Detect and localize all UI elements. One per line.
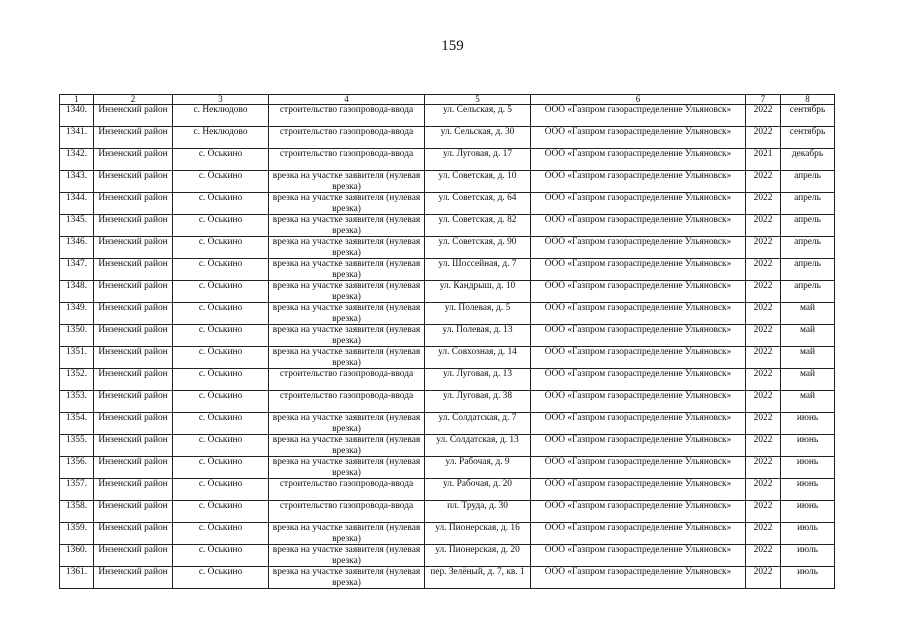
settlement-cell: с. Оськино (173, 545, 269, 567)
settlement-cell: с. Оськино (173, 523, 269, 545)
district-cell: Инзенский район (94, 127, 173, 149)
document-table (59, 94, 835, 589)
settlement-cell: с. Оськино (173, 281, 269, 303)
settlement-cell: с. Оськино (173, 237, 269, 259)
month-cell: апрель (781, 281, 835, 303)
column-header: 5 (425, 95, 531, 105)
organization-cell: ООО «Газпром газораспределение Ульяновск» (531, 193, 746, 215)
column-header: 4 (269, 95, 425, 105)
year-cell: 2022 (746, 391, 781, 413)
district-cell: Инзенский район (94, 435, 173, 457)
settlement-cell: с. Оськино (173, 501, 269, 523)
table-row (60, 215, 835, 237)
table-row (60, 105, 835, 127)
work-type-cell: строительство газопровода-ввода (269, 391, 425, 413)
row-number-cell: 1349. (60, 303, 94, 325)
table-row (60, 413, 835, 435)
district-cell: Инзенский район (94, 347, 173, 369)
work-type-cell: врезка на участке заявителя (нулевая врезка) (269, 567, 425, 589)
table-row (60, 523, 835, 545)
row-number-cell: 1347. (60, 259, 94, 281)
row-number-cell: 1352. (60, 369, 94, 391)
settlement-cell: с. Оськино (173, 369, 269, 391)
address-cell: ул. Сельская, д. 30 (425, 127, 531, 149)
year-cell: 2022 (746, 281, 781, 303)
settlement-cell: с. Оськино (173, 325, 269, 347)
row-number-cell: 1341. (60, 127, 94, 149)
month-cell: апрель (781, 259, 835, 281)
row-number-cell: 1344. (60, 193, 94, 215)
work-type-cell: строительство газопровода-ввода (269, 149, 425, 171)
work-type-cell: врезка на участке заявителя (нулевая врезка) (269, 259, 425, 281)
organization-cell: ООО «Газпром газораспределение Ульяновск» (531, 215, 746, 237)
year-cell: 2022 (746, 127, 781, 149)
table-row (60, 259, 835, 281)
organization-cell: ООО «Газпром газораспределение Ульяновск» (531, 457, 746, 479)
year-cell: 2022 (746, 171, 781, 193)
work-type-cell: строительство газопровода-ввода (269, 479, 425, 501)
organization-cell: ООО «Газпром газораспределение Ульяновск» (531, 127, 746, 149)
month-cell: апрель (781, 193, 835, 215)
settlement-cell: с. Оськино (173, 215, 269, 237)
year-cell: 2021 (746, 149, 781, 171)
settlement-cell: с. Оськино (173, 193, 269, 215)
year-cell: 2022 (746, 303, 781, 325)
organization-cell: ООО «Газпром газораспределение Ульяновск» (531, 567, 746, 589)
organization-cell: ООО «Газпром газораспределение Ульяновск» (531, 237, 746, 259)
month-cell: июль (781, 523, 835, 545)
settlement-cell: с. Неклюдово (173, 127, 269, 149)
settlement-cell: с. Оськино (173, 149, 269, 171)
row-number-cell: 1348. (60, 281, 94, 303)
organization-cell: ООО «Газпром газораспределение Ульяновск» (531, 259, 746, 281)
month-cell: июнь (781, 479, 835, 501)
row-number-cell: 1354. (60, 413, 94, 435)
address-cell: ул. Луговая, д. 17 (425, 149, 531, 171)
row-number-cell: 1342. (60, 149, 94, 171)
address-cell: ул. Советская, д. 90 (425, 237, 531, 259)
row-number-cell: 1359. (60, 523, 94, 545)
organization-cell: ООО «Газпром газораспределение Ульяновск» (531, 171, 746, 193)
address-cell: ул. Рабочая, д. 9 (425, 457, 531, 479)
column-header: 7 (746, 95, 781, 105)
month-cell: июль (781, 567, 835, 589)
year-cell: 2022 (746, 501, 781, 523)
row-number-cell: 1351. (60, 347, 94, 369)
month-cell: июль (781, 545, 835, 567)
district-cell: Инзенский район (94, 237, 173, 259)
work-type-cell: врезка на участке заявителя (нулевая врезка) (269, 325, 425, 347)
organization-cell: ООО «Газпром газораспределение Ульяновск» (531, 413, 746, 435)
column-header: 3 (173, 95, 269, 105)
work-type-cell: строительство газопровода-ввода (269, 369, 425, 391)
address-cell: ул. Луговая, д. 38 (425, 391, 531, 413)
district-cell: Инзенский район (94, 567, 173, 589)
row-number-cell: 1356. (60, 457, 94, 479)
year-cell: 2022 (746, 413, 781, 435)
month-cell: сентябрь (781, 127, 835, 149)
table-row (60, 127, 835, 149)
row-number-cell: 1358. (60, 501, 94, 523)
table-row (60, 501, 835, 523)
table-row (60, 325, 835, 347)
year-cell: 2022 (746, 237, 781, 259)
work-type-cell: врезка на участке заявителя (нулевая врезка) (269, 193, 425, 215)
row-number-cell: 1355. (60, 435, 94, 457)
year-cell: 2022 (746, 523, 781, 545)
month-cell: декабрь (781, 149, 835, 171)
work-type-cell: врезка на участке заявителя (нулевая врезка) (269, 303, 425, 325)
work-type-cell: врезка на участке заявителя (нулевая врезка) (269, 457, 425, 479)
month-cell: май (781, 369, 835, 391)
district-cell: Инзенский район (94, 457, 173, 479)
organization-cell: ООО «Газпром газораспределение Ульяновск» (531, 479, 746, 501)
year-cell: 2022 (746, 325, 781, 347)
table-row (60, 369, 835, 391)
district-cell: Инзенский район (94, 193, 173, 215)
settlement-cell: с. Оськино (173, 435, 269, 457)
month-cell: июнь (781, 435, 835, 457)
settlement-cell: с. Оськино (173, 347, 269, 369)
district-cell: Инзенский район (94, 545, 173, 567)
address-cell: пер. Зелёный, д. 7, кв. 1 (425, 567, 531, 589)
organization-cell: ООО «Газпром газораспределение Ульяновск» (531, 303, 746, 325)
year-cell: 2022 (746, 369, 781, 391)
column-header: 6 (531, 95, 746, 105)
year-cell: 2022 (746, 347, 781, 369)
address-cell: ул. Кандрыш, д. 10 (425, 281, 531, 303)
work-type-cell: врезка на участке заявителя (нулевая врезка) (269, 237, 425, 259)
district-cell: Инзенский район (94, 149, 173, 171)
address-cell: ул. Сельская, д. 5 (425, 105, 531, 127)
table-row (60, 193, 835, 215)
address-cell: ул. Шоссейная, д. 7 (425, 259, 531, 281)
row-number-cell: 1345. (60, 215, 94, 237)
address-cell: ул. Солдатская, д. 7 (425, 413, 531, 435)
settlement-cell: с. Оськино (173, 259, 269, 281)
month-cell: май (781, 347, 835, 369)
district-cell: Инзенский район (94, 325, 173, 347)
month-cell: июнь (781, 457, 835, 479)
address-cell: ул. Совхозная, д. 14 (425, 347, 531, 369)
district-cell: Инзенский район (94, 105, 173, 127)
work-type-cell: врезка на участке заявителя (нулевая врезка) (269, 435, 425, 457)
organization-cell: ООО «Газпром газораспределение Ульяновск» (531, 523, 746, 545)
settlement-cell: с. Оськино (173, 303, 269, 325)
table-row (60, 391, 835, 413)
work-type-cell: строительство газопровода-ввода (269, 501, 425, 523)
address-cell: ул. Советская, д. 82 (425, 215, 531, 237)
row-number-cell: 1360. (60, 545, 94, 567)
district-cell: Инзенский район (94, 479, 173, 501)
work-type-cell: строительство газопровода-ввода (269, 127, 425, 149)
work-type-cell: врезка на участке заявителя (нулевая врезка) (269, 347, 425, 369)
organization-cell: ООО «Газпром газораспределение Ульяновск» (531, 435, 746, 457)
district-cell: Инзенский район (94, 523, 173, 545)
month-cell: июнь (781, 501, 835, 523)
row-number-cell: 1343. (60, 171, 94, 193)
settlement-cell: с. Оськино (173, 171, 269, 193)
table-row (60, 545, 835, 567)
column-header: 8 (781, 95, 835, 105)
table-row (60, 281, 835, 303)
settlement-cell: с. Оськино (173, 413, 269, 435)
row-number-cell: 1361. (60, 567, 94, 589)
year-cell: 2022 (746, 545, 781, 567)
year-cell: 2022 (746, 435, 781, 457)
organization-cell: ООО «Газпром газораспределение Ульяновск» (531, 347, 746, 369)
address-cell: ул. Полевая, д. 13 (425, 325, 531, 347)
organization-cell: ООО «Газпром газораспределение Ульяновск» (531, 149, 746, 171)
work-type-cell: врезка на участке заявителя (нулевая врезка) (269, 523, 425, 545)
settlement-cell: с. Оськино (173, 457, 269, 479)
table-row (60, 435, 835, 457)
table-body (60, 105, 835, 589)
year-cell: 2022 (746, 193, 781, 215)
year-cell: 2022 (746, 105, 781, 127)
work-type-cell: врезка на участке заявителя (нулевая врезка) (269, 171, 425, 193)
table-row (60, 303, 835, 325)
year-cell: 2022 (746, 479, 781, 501)
work-type-cell: врезка на участке заявителя (нулевая врезка) (269, 281, 425, 303)
year-cell: 2022 (746, 457, 781, 479)
organization-cell: ООО «Газпром газораспределение Ульяновск» (531, 281, 746, 303)
district-cell: Инзенский район (94, 391, 173, 413)
district-cell: Инзенский район (94, 259, 173, 281)
address-cell: ул. Советская, д. 64 (425, 193, 531, 215)
row-number-cell: 1350. (60, 325, 94, 347)
address-cell: ул. Солдатская, д. 13 (425, 435, 531, 457)
work-type-cell: врезка на участке заявителя (нулевая врезка) (269, 413, 425, 435)
table-row (60, 457, 835, 479)
table-row (60, 149, 835, 171)
work-type-cell: врезка на участке заявителя (нулевая врезка) (269, 215, 425, 237)
address-cell: ул. Пионерская, д. 16 (425, 523, 531, 545)
table-header-row (60, 95, 835, 105)
settlement-cell: с. Оськино (173, 567, 269, 589)
settlement-cell: с. Неклюдово (173, 105, 269, 127)
row-number-cell: 1346. (60, 237, 94, 259)
year-cell: 2022 (746, 215, 781, 237)
row-number-cell: 1357. (60, 479, 94, 501)
month-cell: сентябрь (781, 105, 835, 127)
address-cell: ул. Полевая, д. 5 (425, 303, 531, 325)
organization-cell: ООО «Газпром газораспределение Ульяновск» (531, 105, 746, 127)
month-cell: май (781, 303, 835, 325)
address-cell: пл. Труда, д. 30 (425, 501, 531, 523)
month-cell: май (781, 391, 835, 413)
organization-cell: ООО «Газпром газораспределение Ульяновск» (531, 391, 746, 413)
district-cell: Инзенский район (94, 171, 173, 193)
work-type-cell: врезка на участке заявителя (нулевая врезка) (269, 545, 425, 567)
address-cell: ул. Луговая, д. 13 (425, 369, 531, 391)
table-row (60, 237, 835, 259)
district-cell: Инзенский район (94, 369, 173, 391)
month-cell: май (781, 325, 835, 347)
table-row (60, 347, 835, 369)
district-cell: Инзенский район (94, 501, 173, 523)
district-cell: Инзенский район (94, 215, 173, 237)
district-cell: Инзенский район (94, 413, 173, 435)
month-cell: апрель (781, 237, 835, 259)
row-number-cell: 1353. (60, 391, 94, 413)
work-type-cell: строительство газопровода-ввода (269, 105, 425, 127)
page-number: 159 (441, 38, 464, 54)
organization-cell: ООО «Газпром газораспределение Ульяновск» (531, 501, 746, 523)
year-cell: 2022 (746, 259, 781, 281)
organization-cell: ООО «Газпром газораспределение Ульяновск» (531, 545, 746, 567)
column-header: 1 (60, 95, 94, 105)
settlement-cell: с. Оськино (173, 479, 269, 501)
address-cell: ул. Пионерская, д. 20 (425, 545, 531, 567)
table-row (60, 567, 835, 589)
month-cell: июнь (781, 413, 835, 435)
address-cell: ул. Рабочая, д. 20 (425, 479, 531, 501)
month-cell: апрель (781, 171, 835, 193)
district-cell: Инзенский район (94, 303, 173, 325)
settlement-cell: с. Оськино (173, 391, 269, 413)
organization-cell: ООО «Газпром газораспределение Ульяновск» (531, 325, 746, 347)
month-cell: апрель (781, 215, 835, 237)
address-cell: ул. Советская, д. 10 (425, 171, 531, 193)
table-row (60, 479, 835, 501)
district-cell: Инзенский район (94, 281, 173, 303)
year-cell: 2022 (746, 567, 781, 589)
organization-cell: ООО «Газпром газораспределение Ульяновск» (531, 369, 746, 391)
row-number-cell: 1340. (60, 105, 94, 127)
table-row (60, 171, 835, 193)
column-header: 2 (94, 95, 173, 105)
